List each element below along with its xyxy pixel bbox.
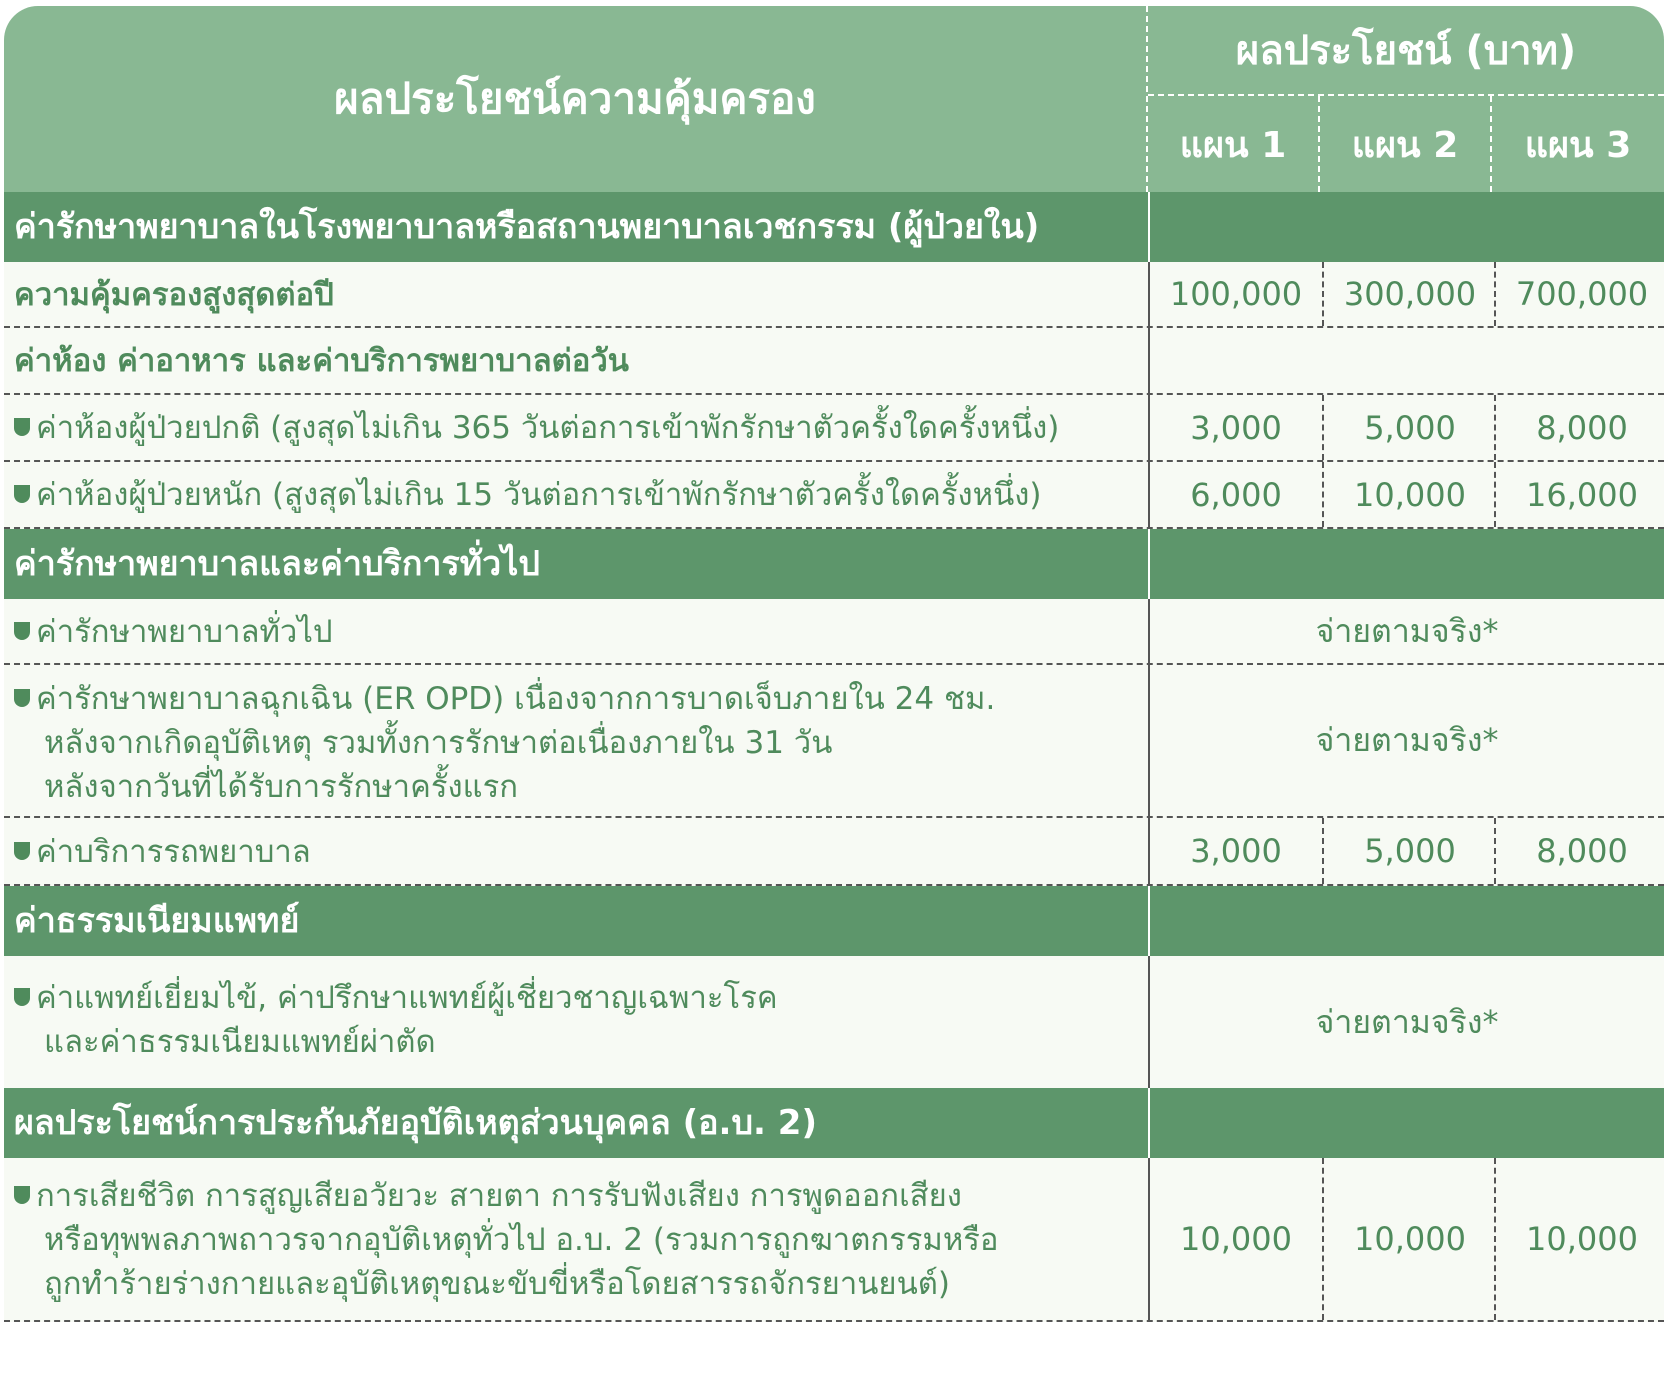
- row-label: ความคุ้มครองสูงสุดต่อปี: [14, 277, 334, 313]
- plan-2-value: 5,000: [1364, 408, 1456, 447]
- benefits-table: [4, 6, 1664, 1322]
- section-divider: [1148, 1088, 1150, 1158]
- row-label: ค่ารักษาพยาบาลฉุกเฉิน (ER OPD) เนื่องจากการบาดเจ็บภายใน 24 ชม.: [36, 681, 996, 717]
- row-label-line-2: หลังจากเกิดอุบัติเหตุ รวมทั้งการรักษาต่อเนื่องภายใน 31 วัน: [44, 725, 833, 761]
- header-coverage-title: ผลประโยชน์ความคุ้มครอง: [4, 6, 1148, 192]
- plan-2-value: 5,000: [1364, 832, 1456, 870]
- table-row: [4, 395, 1664, 462]
- header-benefit-group: [1148, 6, 1664, 192]
- shield-bullet-icon: [14, 988, 30, 1006]
- section-divider: [1148, 886, 1150, 956]
- plan-1-value: 100,000: [1169, 275, 1303, 313]
- table-row: [4, 956, 1664, 1088]
- row-label: ค่าห้อง ค่าอาหาร และค่าบริการพยาบาลต่อวัน: [14, 343, 629, 379]
- row-label-line-3: ถูกทำร้ายร่างกายและอุบัติเหตุขณะขับขี่หรือโดยสารรถจักรยานยนต์): [44, 1266, 950, 1302]
- table-row: [4, 262, 1664, 328]
- row-label: ค่าห้องผู้ป่วยปกติ (สูงสุดไม่เกิน 365 วันต่อการเข้าพักรักษาตัวครั้งใดครั้งหนึ่ง): [36, 410, 1060, 446]
- shield-bullet-icon: [14, 418, 30, 436]
- plan-1-value: 3,000: [1190, 832, 1282, 870]
- merged-value: จ่ายตามจริง*: [1315, 721, 1499, 759]
- plan-1-value: 3,000: [1190, 408, 1282, 447]
- section-personal-accident: [4, 1088, 1664, 1158]
- row-label: ค่าแพทย์เยี่ยมไข้, ค่าปรึกษาแพทย์ผู้เชี่ยวชาญเฉพาะโรค: [36, 980, 778, 1016]
- table-row: [4, 328, 1664, 395]
- plan-2-value: 10,000: [1354, 1220, 1466, 1258]
- row-label-line-2: หรือทุพพลภาพถาวรจากอุบัติเหตุทั่วไป อ.บ. 2 (รวมการถูกฆาตกรรมหรือ: [44, 1222, 999, 1258]
- section-title: ค่ารักษาพยาบาลในโรงพยาบาลหรือสถานพยาบาลเวชกรรม (ผู้ป่วยใน): [14, 207, 1040, 247]
- shield-bullet-icon: [14, 485, 30, 503]
- merged-value: จ่ายตามจริง*: [1315, 1002, 1499, 1041]
- row-label-line-3: หลังจากวันที่ได้รับการรักษาครั้งแรก: [44, 769, 519, 805]
- section-divider: [1148, 192, 1150, 262]
- plan-1-value: 10,000: [1180, 1220, 1292, 1258]
- row-label: ค่าบริการรถพยาบาล: [36, 834, 311, 870]
- table-row: [4, 665, 1664, 818]
- header-plan-2: แผน 2: [1320, 96, 1492, 192]
- row-label: ค่าห้องผู้ป่วยหนัก (สูงสุดไม่เกิน 15 วันต่อการเข้าพักรักษาตัวครั้งใดครั้งหนึ่ง): [36, 477, 1042, 513]
- section-title: ผลประโยชน์การประกันภัยอุบัติเหตุส่วนบุคคล (อ.บ. 2): [14, 1103, 818, 1143]
- row-label: การเสียชีวิต การสูญเสียอวัยวะ สายตา การรับฟังเสียง การพูดออกเสียง: [36, 1178, 962, 1214]
- table-row: [4, 599, 1664, 665]
- section-title: ค่าธรรมเนียมแพทย์: [14, 901, 300, 941]
- header-benefit-title: ผลประโยชน์ (บาท): [1148, 6, 1664, 96]
- plan-3-value: 8,000: [1536, 408, 1628, 447]
- table-row: [4, 818, 1664, 886]
- row-label: ค่ารักษาพยาบาลทั่วไป: [36, 614, 333, 650]
- plan-3-value: 8,000: [1536, 832, 1628, 870]
- shield-bullet-icon: [14, 842, 30, 860]
- section-title: ค่ารักษาพยาบาลและค่าบริการทั่วไป: [14, 544, 540, 584]
- plan-3-value: 10,000: [1526, 1220, 1638, 1258]
- row-label-line-2: และค่าธรรมเนียมแพทย์ผ่าตัด: [44, 1024, 436, 1060]
- table-header: [4, 6, 1664, 192]
- section-doctor-fees: [4, 886, 1664, 956]
- shield-bullet-icon: [14, 689, 30, 707]
- plan-3-value: 700,000: [1515, 275, 1649, 313]
- table-row: [4, 1158, 1664, 1322]
- header-plan-3: แผน 3: [1524, 124, 1632, 166]
- plan-1-value: 6,000: [1190, 475, 1282, 514]
- section-divider: [1148, 529, 1150, 599]
- plan-3-value: 16,000: [1526, 475, 1638, 514]
- merged-value: จ่ายตามจริง*: [1315, 611, 1499, 650]
- plan-2-value: 10,000: [1354, 475, 1466, 514]
- header-plan-1: แผน 1: [1148, 96, 1320, 192]
- plan-2-value: 300,000: [1343, 275, 1477, 313]
- table-row: [4, 462, 1664, 529]
- shield-bullet-icon: [14, 622, 30, 640]
- section-general-treatment: [4, 529, 1664, 599]
- section-inpatient: [4, 192, 1664, 262]
- shield-bullet-icon: [14, 1186, 30, 1204]
